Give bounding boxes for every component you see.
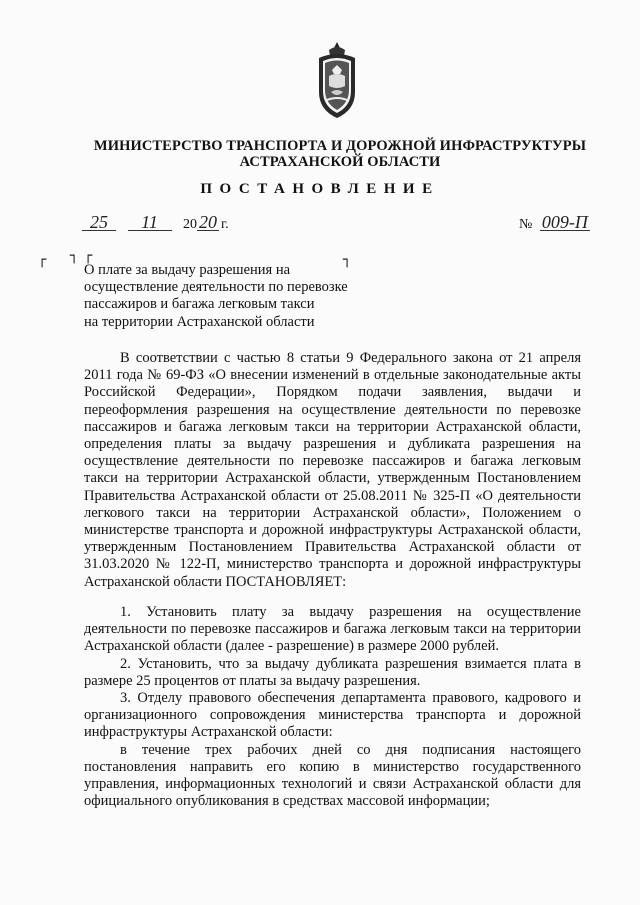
date-month: 11 [128,214,172,231]
document-preamble [84,350,581,591]
date-year-prefix: 20 [183,217,197,232]
ministry-name-line1: МИНИСТЕРСТВО ТРАНСПОРТА И ДОРОЖНОЙ ИНФРАСТРУКТУРЫ [93,138,587,154]
date-year-suffix: 20 [199,212,217,232]
corner-mark-bracket-right: ┐ [70,248,79,264]
date-suffix: г. [221,217,229,232]
subject-line: осуществление деятельности по перевозке [84,279,348,296]
number-value: 009-П [541,212,588,232]
document-type-title: ПОСТАНОВЛЕНИЕ [200,181,440,197]
document-number [519,214,590,233]
date-day: 25 [82,214,116,231]
document-date [82,214,229,233]
corner-mark-bracket-left: ┌ [84,248,93,264]
preamble-paragraph: В соответствии с частью 8 статьи 9 Федерального закона от 21 апреля 2011 года № 69-ФЗ «О внесении изменений в отдельные законодательные акты Российской Федерации», Порядком подачи заявления, выдачи и переоформления разрешения на осуществление деятельности по перевозке пассажиров и багажа легковым такси на территории Астраханской области, определения платы за выдачу разрешения и дубликата разрешения на осуществление деятельности по перевозке пассажиров и багажа легковым такси на территории Астраханской области, утвержденным Постановлением Правительства Астраханской области от 25.08.2011 № 325-П «О деятельности легкового такси на территории Астраханской области», Положением о министерстве транспорта и дорожной инфраструктуры Астраханской области, утвержденным Постановлением Правительства Астраханской области от 31.03.2020 № 122-П, министерство транспорта и дорожной инфраструктуры Астраханской области ПОСТАНОВЛЯЕТ: [84,350,581,590]
item-paragraph: 1. Установить плату за выдачу разрешения на осуществление деятельности по перевозке пассажиров и багажа легковым такси на территории Астраханской области (далее - разрешение) в размере 2000 рублей. [84,604,581,655]
subject-line: на территории Астраханской области [84,313,315,330]
corner-mark-top-right: ┐ [343,252,352,268]
item-paragraph: 3. Отделу правового обеспечения департамента правового, кадрового и организационного сопровождения министерства транспорта и дорожной инфраструктуры Астраханской области: [84,690,581,741]
document-subject [84,262,404,331]
corner-mark-top-left: ┌ [38,252,47,268]
ministry-name-line2: АСТРАХАНСКОЙ ОБЛАСТИ [239,154,441,170]
coat-of-arms-emblem [311,40,363,120]
number-prefix: № [519,217,533,232]
item-paragraph: 2. Установить, что за выдачу дубликата разрешения взимается плата в размере 25 процентов от платы за выдачу разрешения. [84,655,581,689]
item-paragraph: в течение трех рабочих дней со дня подписания настоящего постановления направить его копию в министерство государственного управления, информационных технологий и связи Астраханской области для официального опубликования в средствах массовой информации; [84,741,581,810]
subject-line: пассажиров и багажа легковым такси [84,296,315,313]
document-items [84,604,581,810]
subject-line: О плате за выдачу разрешения на [84,262,291,278]
